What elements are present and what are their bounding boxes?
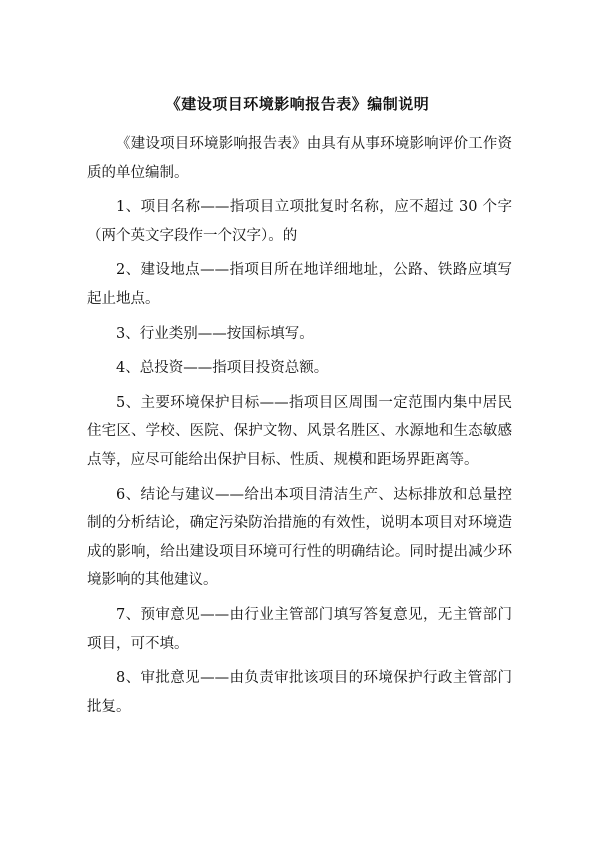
paragraph-item-6: 6、结论与建议——给出本项目清洁生产、达标排放和总量控制的分析结论，确定污染防治措施的有效性，说明本项目对环境造成的影响，给出建设项目环境可行性的明确结论。同时提出减少环境影响的其他建议。 (87, 486, 512, 589)
document-title: 《建设项目环境影响报告表》编制说明 (165, 95, 430, 113)
document-body (87, 130, 512, 721)
paragraph-item-5: 5、主要环境保护目标——指项目区周围一定范围内集中居民住宅区、学校、医院、保护文物、风景名胜区、水源地和生态敏感点等，应尽可能给出保护目标、性质、规模和距场界距离等。 (87, 394, 512, 468)
paragraph-item-7: 7、预审意见——由行业主管部门填写答复意见，无主管部门项目，可不填。 (87, 606, 512, 652)
paragraph-item-1: 1、项目名称——指项目立项批复时名称，应不超过 30 个字（两个英文字段作一个汉字）。的 (87, 199, 512, 244)
paragraph-item-4: 4、总投资——指项目投资总额。 (116, 360, 329, 377)
paragraph-item-8: 8、审批意见——由负责审批该项目的环境保护行政主管部门批复。 (87, 670, 512, 715)
paragraph-item-2: 2、建设地点——指项目所在地详细地址，公路、铁路应填写起止地点。 (87, 262, 512, 307)
paragraph-item-3: 3、行业类别——按国标填写。 (116, 325, 314, 342)
paragraph-intro: 《建设项目环境影响报告表》由具有从事环境影响评价工作资质的单位编制。 (87, 136, 512, 181)
